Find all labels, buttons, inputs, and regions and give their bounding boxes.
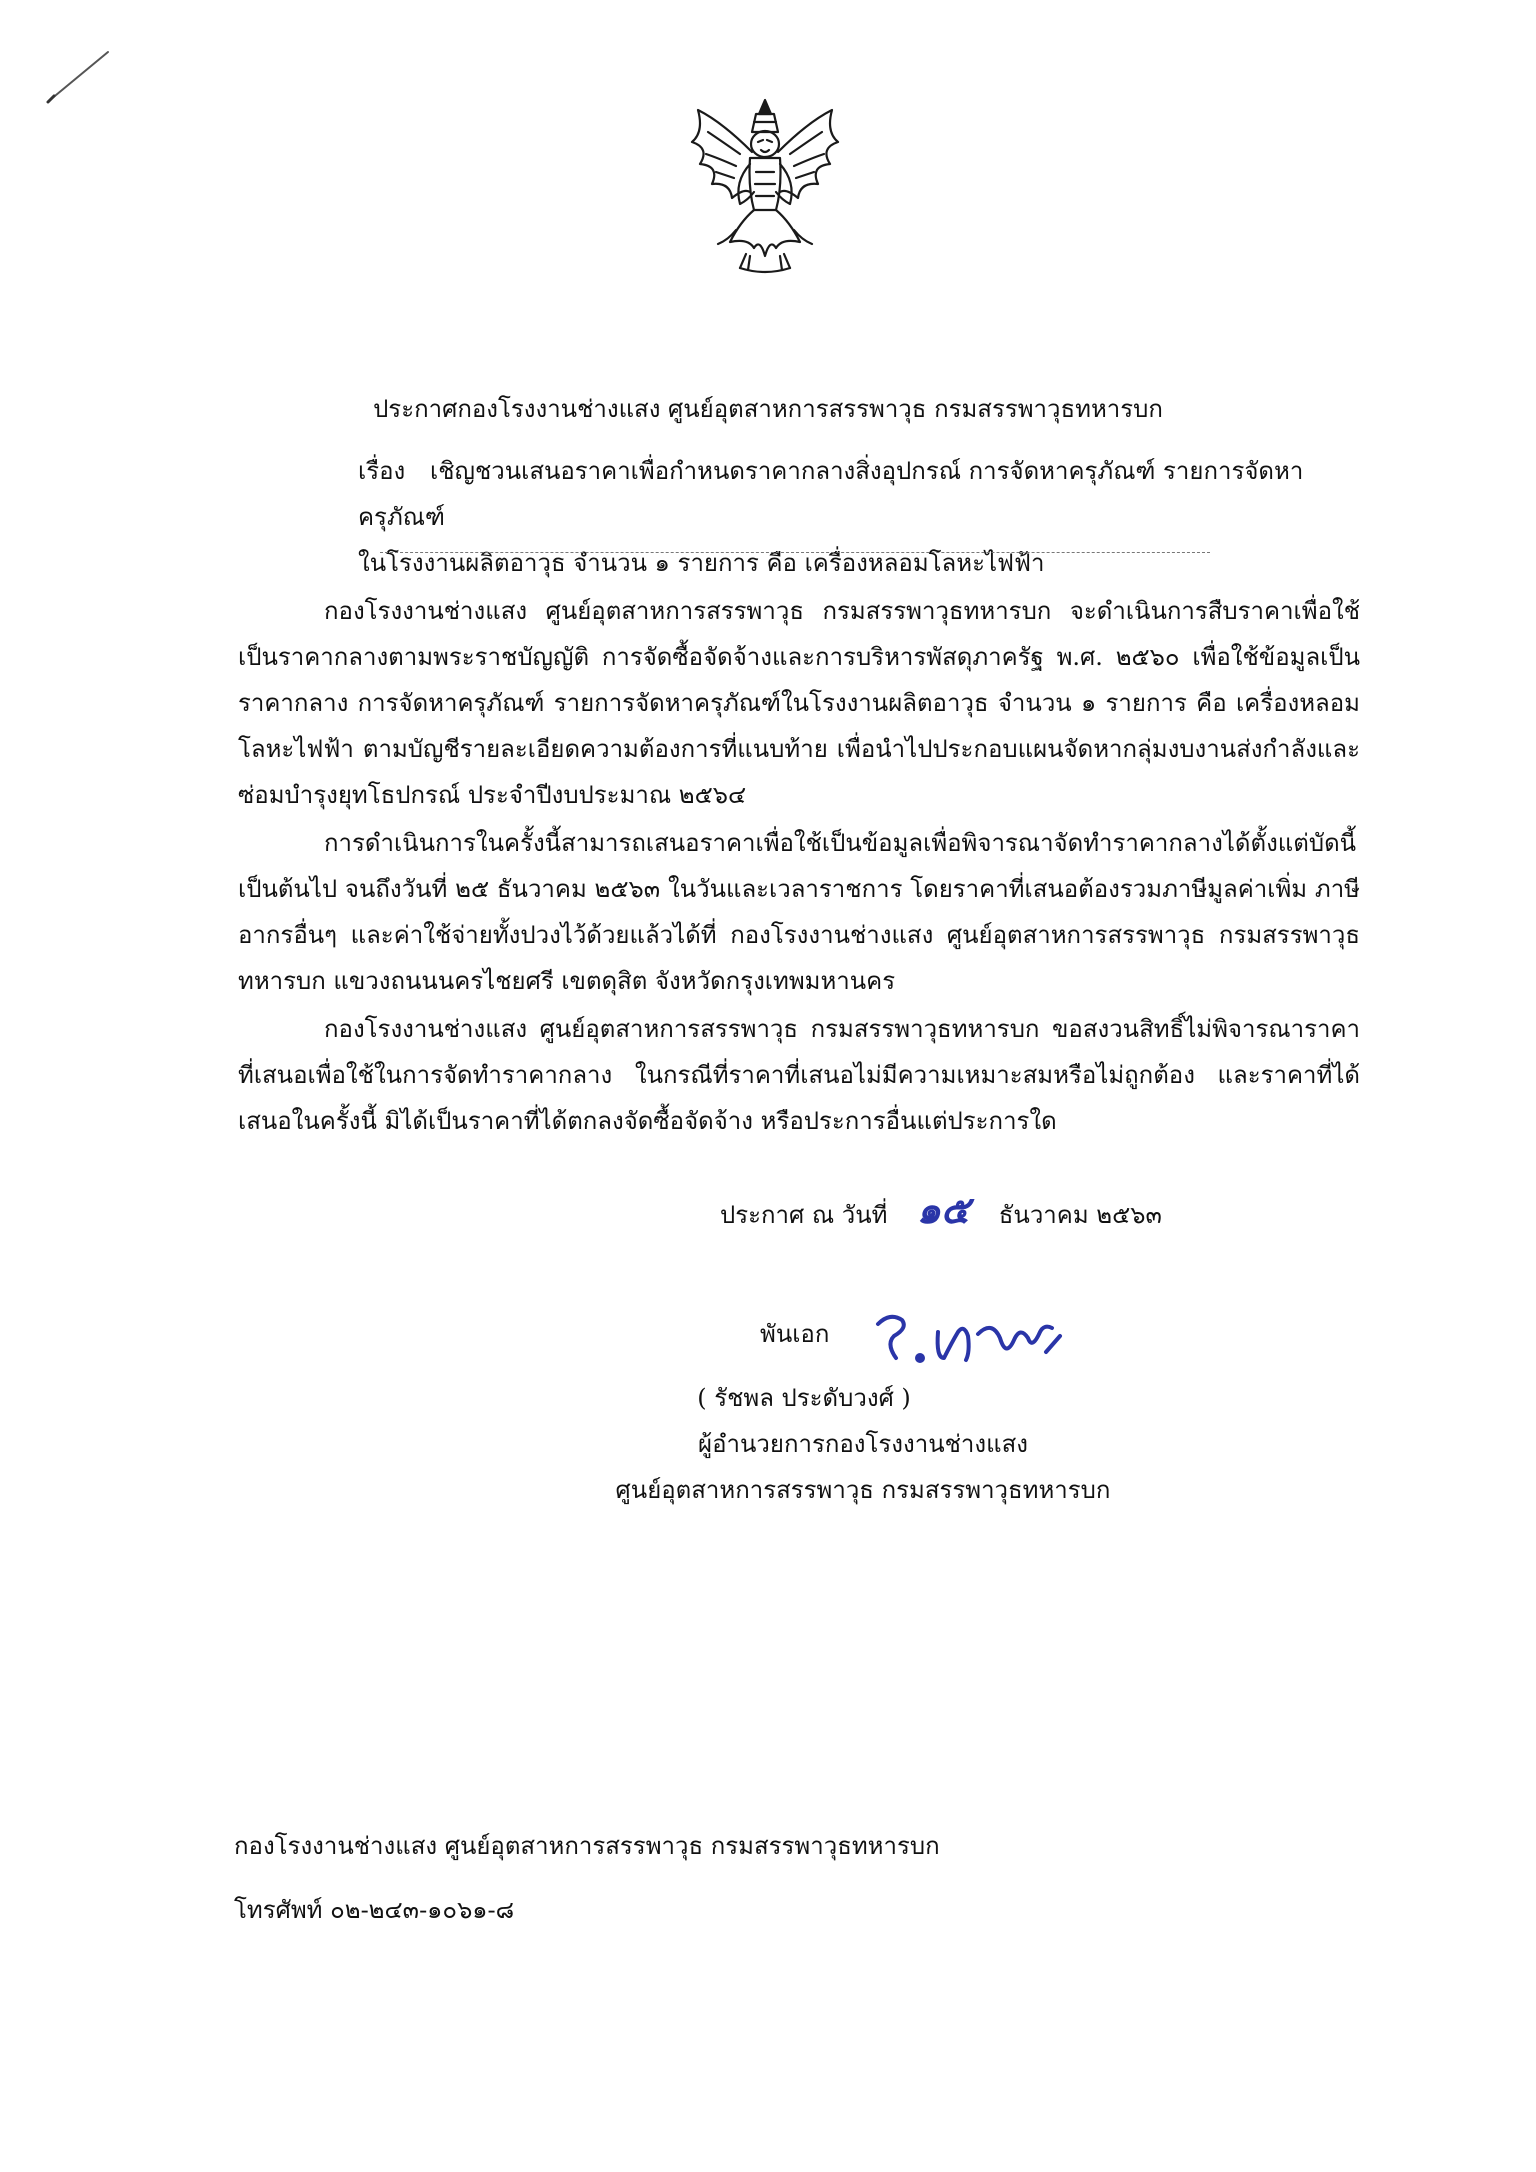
pen-stroke-icon [44,46,114,106]
handwritten-day: ๑๕ [916,1188,970,1232]
body-paragraph-3: กองโรงงานช่างแสง ศูนย์อุตสาหการสรรพาวุธ กรมสรรพาวุธทหารบก ขอสงวนสิทธิ์ไม่พิจารณาราคาที่เสนอเพื่อใช้ในการจัดทำราคากลาง ในกรณีที่ราคาที่เสนอไม่มีความเหมาะสมหรือไม่ถูกต้อง และราคาที่ได้เสนอในครั้งนี้ มิได้เป็นราคาที่ได้ตกลงจัดซื้อจัดจ้าง หรือประการอื่นแต่ประการใด [238,1015,1360,1135]
subject-line-1 [358,448,1378,540]
signer-position: ผู้อำนวยการกองโรงงานช่างแสง [698,1430,1028,1458]
announcement-title: ประกาศกองโรงงานช่างแสง ศูนย์อุตสาหการสรรพาวุธ กรมสรรพาวุธทหารบก [373,395,1163,423]
signer-rank: พันเอก [760,1320,830,1348]
footer-phone: โทรศัพท์ ๐๒-๒๔๓-๑๐๖๑-๘ [234,1896,515,1924]
subject-label: เรื่อง [358,457,406,485]
body-paragraph-1: กองโรงงานช่างแสง ศูนย์อุตสาหการสรรพาวุธ กรมสรรพาวุธทหารบก จะดำเนินการสืบราคาเพื่อใช้เป็นราคากลางตามพระราชบัญญัติ การจัดซื้อจัดจ้างและการบริหารพัสดุภาครัฐ พ.ศ. ๒๕๖๐ เพื่อใช้ข้อมูลเป็นราคากลาง การจัดหาครุภัณฑ์ รายการจัดหาครุภัณฑ์ในโรงงานผลิตอาวุธ จำนวน ๑ รายการ คือ เครื่องหลอมโลหะไฟฟ้า ตามบัญชีรายละเอียดความต้องการที่แนบท้าย เพื่อนำไปประกอบแผนจัดหากลุ่มงบงานส่งกำลังและซ่อมบำรุงยุทโธปกรณ์ ประจำปีงบประมาณ ๒๕๖๔ [238,597,1360,809]
date-prefix: ประกาศ ณ วันที่ [720,1201,888,1229]
handwritten-signature [868,1302,1068,1372]
subject-text-1: เชิญชวนเสนอราคาเพื่อกำหนดราคากลางสิ่งอุปกรณ์ การจัดหาครุภัณฑ์ รายการจัดหาครุภัณฑ์ [358,457,1304,531]
subject-text-2: ในโรงงานผลิตอาวุธ จำนวน ๑ รายการ คือ เครื่องหลอมโลหะไฟฟ้า [358,549,1045,577]
announcement-date [720,1190,1162,1235]
signer-organization: ศูนย์อุตสาหการสรรพาวุธ กรมสรรพาวุธทหารบก [615,1476,1111,1504]
garuda-emblem-icon [670,92,860,282]
date-month-year: ธันวาคม ๒๕๖๓ [998,1201,1162,1229]
divider-line [380,552,1210,553]
signer-name: ( รัชพล ประดับวงศ์ ) [697,1384,911,1412]
body-paragraph-2: การดำเนินการในครั้งนี้สามารถเสนอราคาเพื่อใช้เป็นข้อมูลเพื่อพิจารณาจัดทำราคากลางได้ตั้งแต่บัดนี้เป็นต้นไป จนถึงวันที่ ๒๕ ธันวาคม ๒๕๖๓ ในวันและเวลาราชการ โดยราคาที่เสนอต้องรวมภาษีมูลค่าเพิ่ม ภาษีอากรอื่นๆ และค่าใช้จ่ายทั้งปวงไว้ด้วยแล้วได้ที่ กองโรงงานช่างแสง ศูนย์อุตสาหการสรรพาวุธ กรมสรรพาวุธทหารบก แขวงถนนนครไชยศรี เขตดุสิต จังหวัดกรุงเทพมหานคร [238,829,1360,995]
subject-line-2 [358,540,1378,586]
footer-organization: กองโรงงานช่างแสง ศูนย์อุตสาหการสรรพาวุธ กรมสรรพาวุธทหารบก [234,1832,940,1860]
subject-block [358,448,1378,586]
